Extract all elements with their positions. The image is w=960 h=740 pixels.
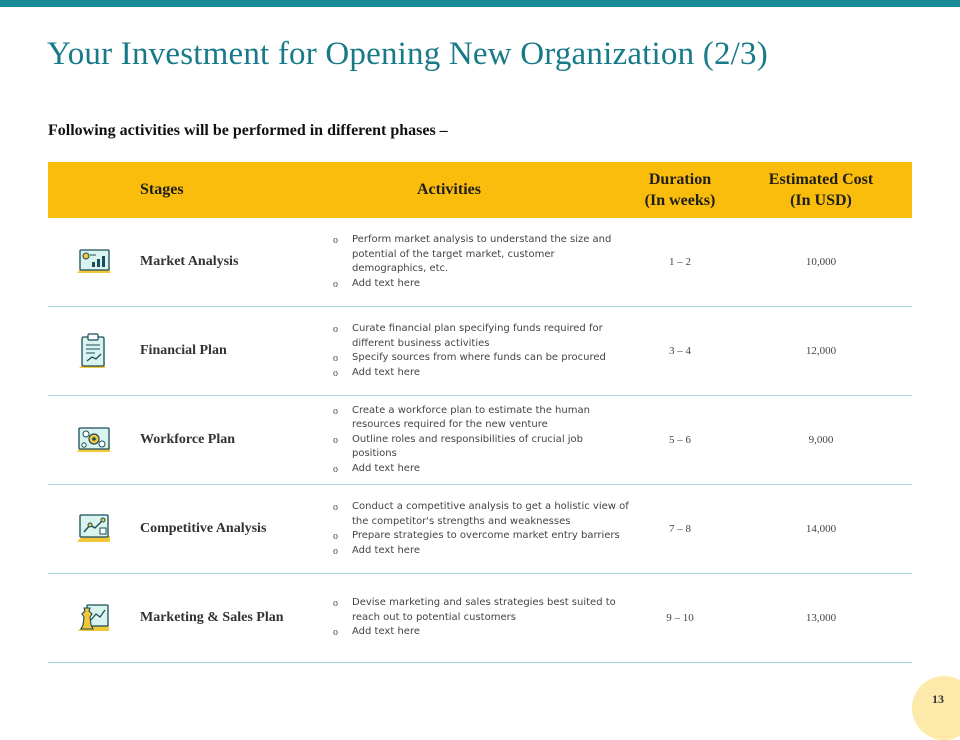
duration-value: 1 – 2: [669, 256, 691, 268]
clipboard-chart-icon: [48, 332, 140, 370]
activity-item: o Conduct a competitive analysis to get a holistic view of the competitor's strengths and weaknesses: [333, 500, 630, 529]
cost-value: 12,000: [805, 345, 837, 357]
activities-cell: [313, 233, 630, 291]
duration-value: 3 – 4: [669, 345, 691, 357]
activities-list: [313, 500, 630, 558]
table-row: [48, 307, 912, 396]
activities-list: [313, 322, 630, 380]
table-row: [48, 396, 912, 485]
stage-label: Workforce Plan: [140, 432, 236, 447]
activity-item: o Add text here: [333, 366, 630, 381]
cost-value: 9,000: [808, 434, 834, 446]
activities-cell: [313, 404, 630, 477]
chess-strategy-icon: [48, 602, 140, 634]
workforce-gears-icon: [48, 425, 140, 455]
activity-item: o Add text here: [333, 277, 630, 292]
competitive-presentation-icon: [48, 513, 140, 545]
duration-value: 5 – 6: [669, 434, 691, 446]
header-duration-line1: Duration: [648, 171, 712, 188]
activity-item: o Perform market analysis to understand the size and potential of the target market, customer demographics, etc.: [333, 233, 630, 277]
stage-label: Competitive Analysis: [140, 521, 267, 536]
header-cost-line1: Estimated Cost: [768, 171, 874, 188]
activities-list: [313, 404, 630, 477]
activities-list: [313, 596, 630, 640]
activities-list: [313, 233, 630, 291]
activity-item: o Create a workforce plan to estimate the human resources required for the new venture: [333, 404, 630, 433]
activity-item: o Prepare strategies to overcome market entry barriers: [333, 529, 630, 544]
top-accent-bar: [0, 0, 960, 7]
table-row: [48, 574, 912, 663]
cost-value: 10,000: [805, 256, 837, 268]
header-duration: [630, 169, 730, 211]
activity-item: o Add text here: [333, 625, 630, 640]
page-number-badge: [912, 676, 960, 740]
investment-table: [48, 162, 912, 663]
activity-item: o Add text here: [333, 544, 630, 559]
stage-label: Marketing & Sales Plan: [140, 610, 284, 625]
activities-cell: [313, 500, 630, 558]
duration-value: 9 – 10: [666, 612, 694, 624]
header-activities: Activities: [417, 181, 481, 198]
market-analysis-chart-icon: [48, 247, 140, 277]
table-row: [48, 218, 912, 307]
activity-item: o Devise marketing and sales strategies best suited to reach out to potential customers: [333, 596, 630, 625]
cost-value: 13,000: [805, 612, 837, 624]
activity-item: o Outline roles and responsibilities of crucial job positions: [333, 433, 630, 462]
activity-item: o Specify sources from where funds can be procured: [333, 351, 630, 366]
stage-label: Market Analysis: [140, 254, 239, 269]
activity-item: o Add text here: [333, 462, 630, 477]
stage-label: Financial Plan: [140, 343, 227, 358]
header-cost-line2: (In USD): [790, 192, 852, 209]
activity-item: o Curate financial plan specifying funds required for different business activities: [333, 322, 630, 351]
activities-cell: [313, 322, 630, 380]
page-number: 13: [932, 692, 944, 706]
header-cost: [730, 169, 912, 211]
header-stages: Stages: [140, 181, 184, 198]
cost-value: 14,000: [805, 523, 837, 535]
duration-value: 7 – 8: [669, 523, 691, 535]
header-duration-line2: (In weeks): [644, 192, 716, 209]
table-header: [48, 162, 912, 218]
activities-cell: [313, 596, 630, 640]
slide-subtitle: Following activities will be performed in different phases –: [48, 122, 448, 139]
slide-title: Your Investment for Opening New Organization (2/3): [47, 36, 768, 72]
table-row: [48, 485, 912, 574]
